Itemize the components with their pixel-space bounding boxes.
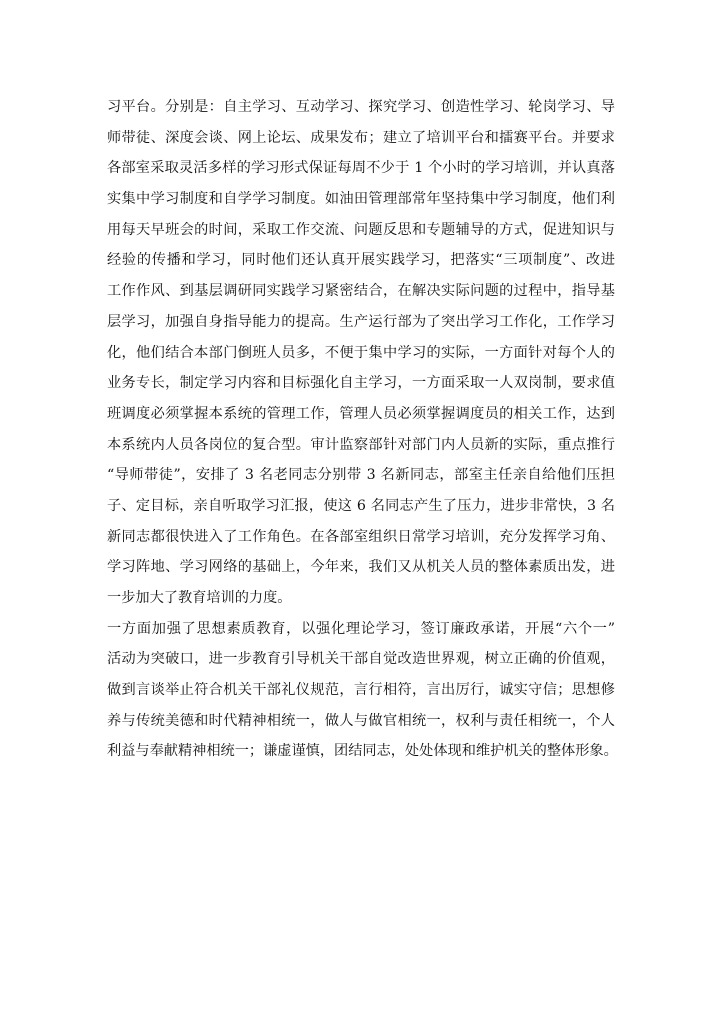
text-line: 各部室采取灵活多样的学习形式保证每周不少于 1 个小时的学习培训，并认真落 [107, 160, 615, 177]
text-line: “导师带徒”，安排了 3 名老同志分别带 3 名新同志，部室主任亲自给他们压担 [107, 467, 615, 484]
text-line: 一步加大了教育培训的力度。 [107, 590, 292, 606]
text-line: 习平台。分别是：自主学习、互动学习、探究学习、创造性学习、轮岗学习、导 [107, 99, 615, 115]
text-line: 养与传统美德和时代精神相统一，做人与做官相统一，权利与责任相统一，个人 [107, 712, 615, 729]
text-line: 业务专长，制定学习内容和目标强化自主学习，一方面采取一人双岗制，要求值 [107, 375, 615, 392]
text-line: 利益与奉献精神相统一；谦虚谨慎，团结同志，处处体现和维护机关的整体形象。 [107, 743, 618, 760]
body-text [107, 92, 618, 767]
text-line: 学习阵地、学习网络的基础上，今年来，我们又从机关人员的整体素质出发，进 [107, 559, 615, 576]
text-line: 用每天早班会的时间，采取工作交流、问题反思和专题辅导的方式，促进知识与 [107, 221, 615, 238]
text-line: 本系统内人员各岗位的复合型。审计监察部针对部门内人员新的实际，重点推行 [107, 436, 615, 453]
text-line: 经验的传播和学习，同时他们还认真开展实践学习，把落实“三项制度”、改进 [107, 252, 615, 269]
text-line: 班调度必须掌握本系统的管理工作，管理人员必须掌握调度员的相关工作，达到 [107, 405, 615, 422]
text-line: 子、定目标，亲自听取学习汇报，使这 6 名同志产生了压力，进步非常快，3 名 [107, 497, 615, 514]
text-line: 新同志都很快进入了工作角色。在各部室组织日常学习培训，充分发挥学习角、 [107, 528, 615, 545]
text-line: 工作作风、到基层调研同实践学习紧密结合，在解决实际问题的过程中，指导基 [107, 283, 615, 300]
text-line: 层学习，加强自身指导能力的提高。生产运行部为了突出学习工作化，工作学习 [107, 313, 615, 330]
text-line: 实集中学习制度和自学学习制度。如油田管理部常年坚持集中学习制度，他们利 [107, 191, 615, 208]
text-line: 一方面加强了思想素质教育，以强化理论学习，签订廉政承诺，开展“六个一” [107, 620, 615, 637]
text-line: 化，他们结合本部门倒班人员多，不便于集中学习的实际，一方面针对每个人的 [107, 344, 615, 361]
text-line: 活动为突破口，进一步教育引导机关干部自觉改造世界观，树立正确的价值观， [107, 651, 615, 668]
text-line: 师带徒、深度会谈、网上论坛、成果发布；建立了培训平台和擂赛平台。并要求 [107, 129, 615, 146]
text-line: 做到言谈举止符合机关干部礼仪规范，言行相符，言出厉行，诚实守信；思想修 [107, 682, 615, 699]
